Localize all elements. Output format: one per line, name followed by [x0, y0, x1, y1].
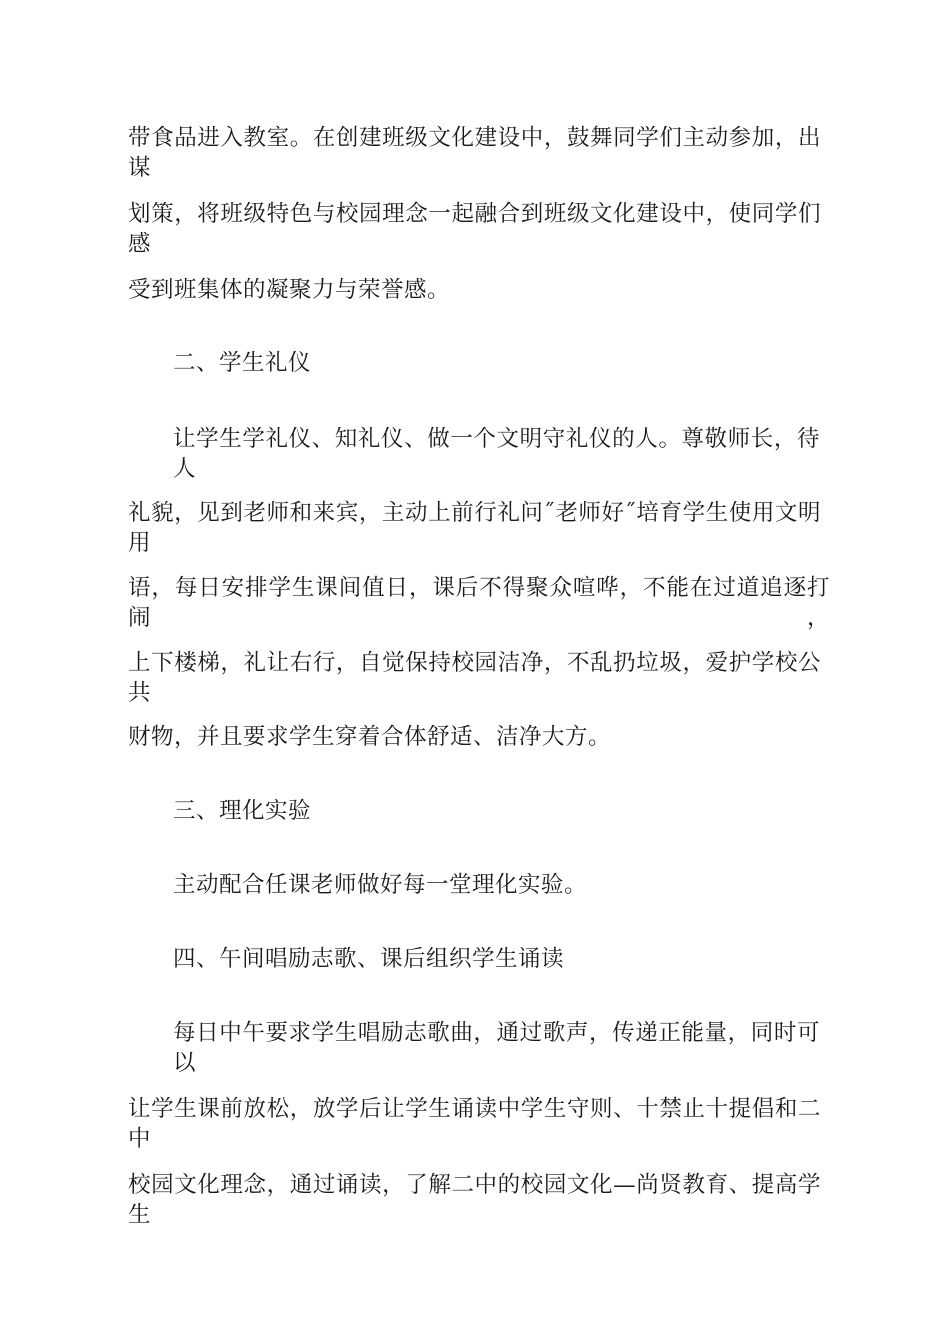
paragraph-line: 划策，将班级特色与校园理念一起融合到班级文化建设中，使同学们感 — [128, 201, 821, 257]
paragraph-line: 上下楼梯，礼让右行，自觉保持校园洁净，不乱扔垃圾，爱护学校公共 — [128, 650, 821, 706]
paragraph-line: 每日中午要求学生唱励志歌曲，通过歌声，传递正能量，同时可以 — [173, 1020, 820, 1076]
paragraph-line: 校园文化理念，通过诵读，了解二中的校园文化—尚贤教育、提高学生 — [128, 1172, 821, 1228]
section-heading: 四、午间唱励志歌、课后组织学生诵读 — [173, 946, 565, 972]
paragraph-line: 财物，并且要求学生穿着合体舒适、洁净大方。 — [128, 724, 612, 750]
section-heading: 三、理化实验 — [173, 798, 312, 824]
paragraph-line: 语，每日安排学生课间值日，课后不得聚众喧哗，不能在过道追逐打闹， — [128, 575, 830, 631]
paragraph-line: 让学生学礼仪、知礼仪、做一个文明守礼仪的人。尊敬师长，待人 — [173, 426, 820, 482]
paragraph-line: 带食品进入教室。在创建班级文化建设中，鼓舞同学们主动参加，出谋 — [128, 125, 821, 181]
paragraph-line: 让学生课前放松，放学后让学生诵读中学生守则、十禁止十提倡和二中 — [128, 1096, 821, 1152]
paragraph-line: 礼貌，见到老师和来宾，主动上前行礼问˝老师好˝培育学生使用文明用 — [128, 500, 821, 556]
section-heading: 二、学生礼仪 — [173, 350, 312, 376]
paragraph-line: 主动配合任课老师做好每一堂理化实验。 — [173, 872, 588, 898]
paragraph-line: 受到班集体的凝聚力与荣誉感。 — [128, 277, 451, 303]
